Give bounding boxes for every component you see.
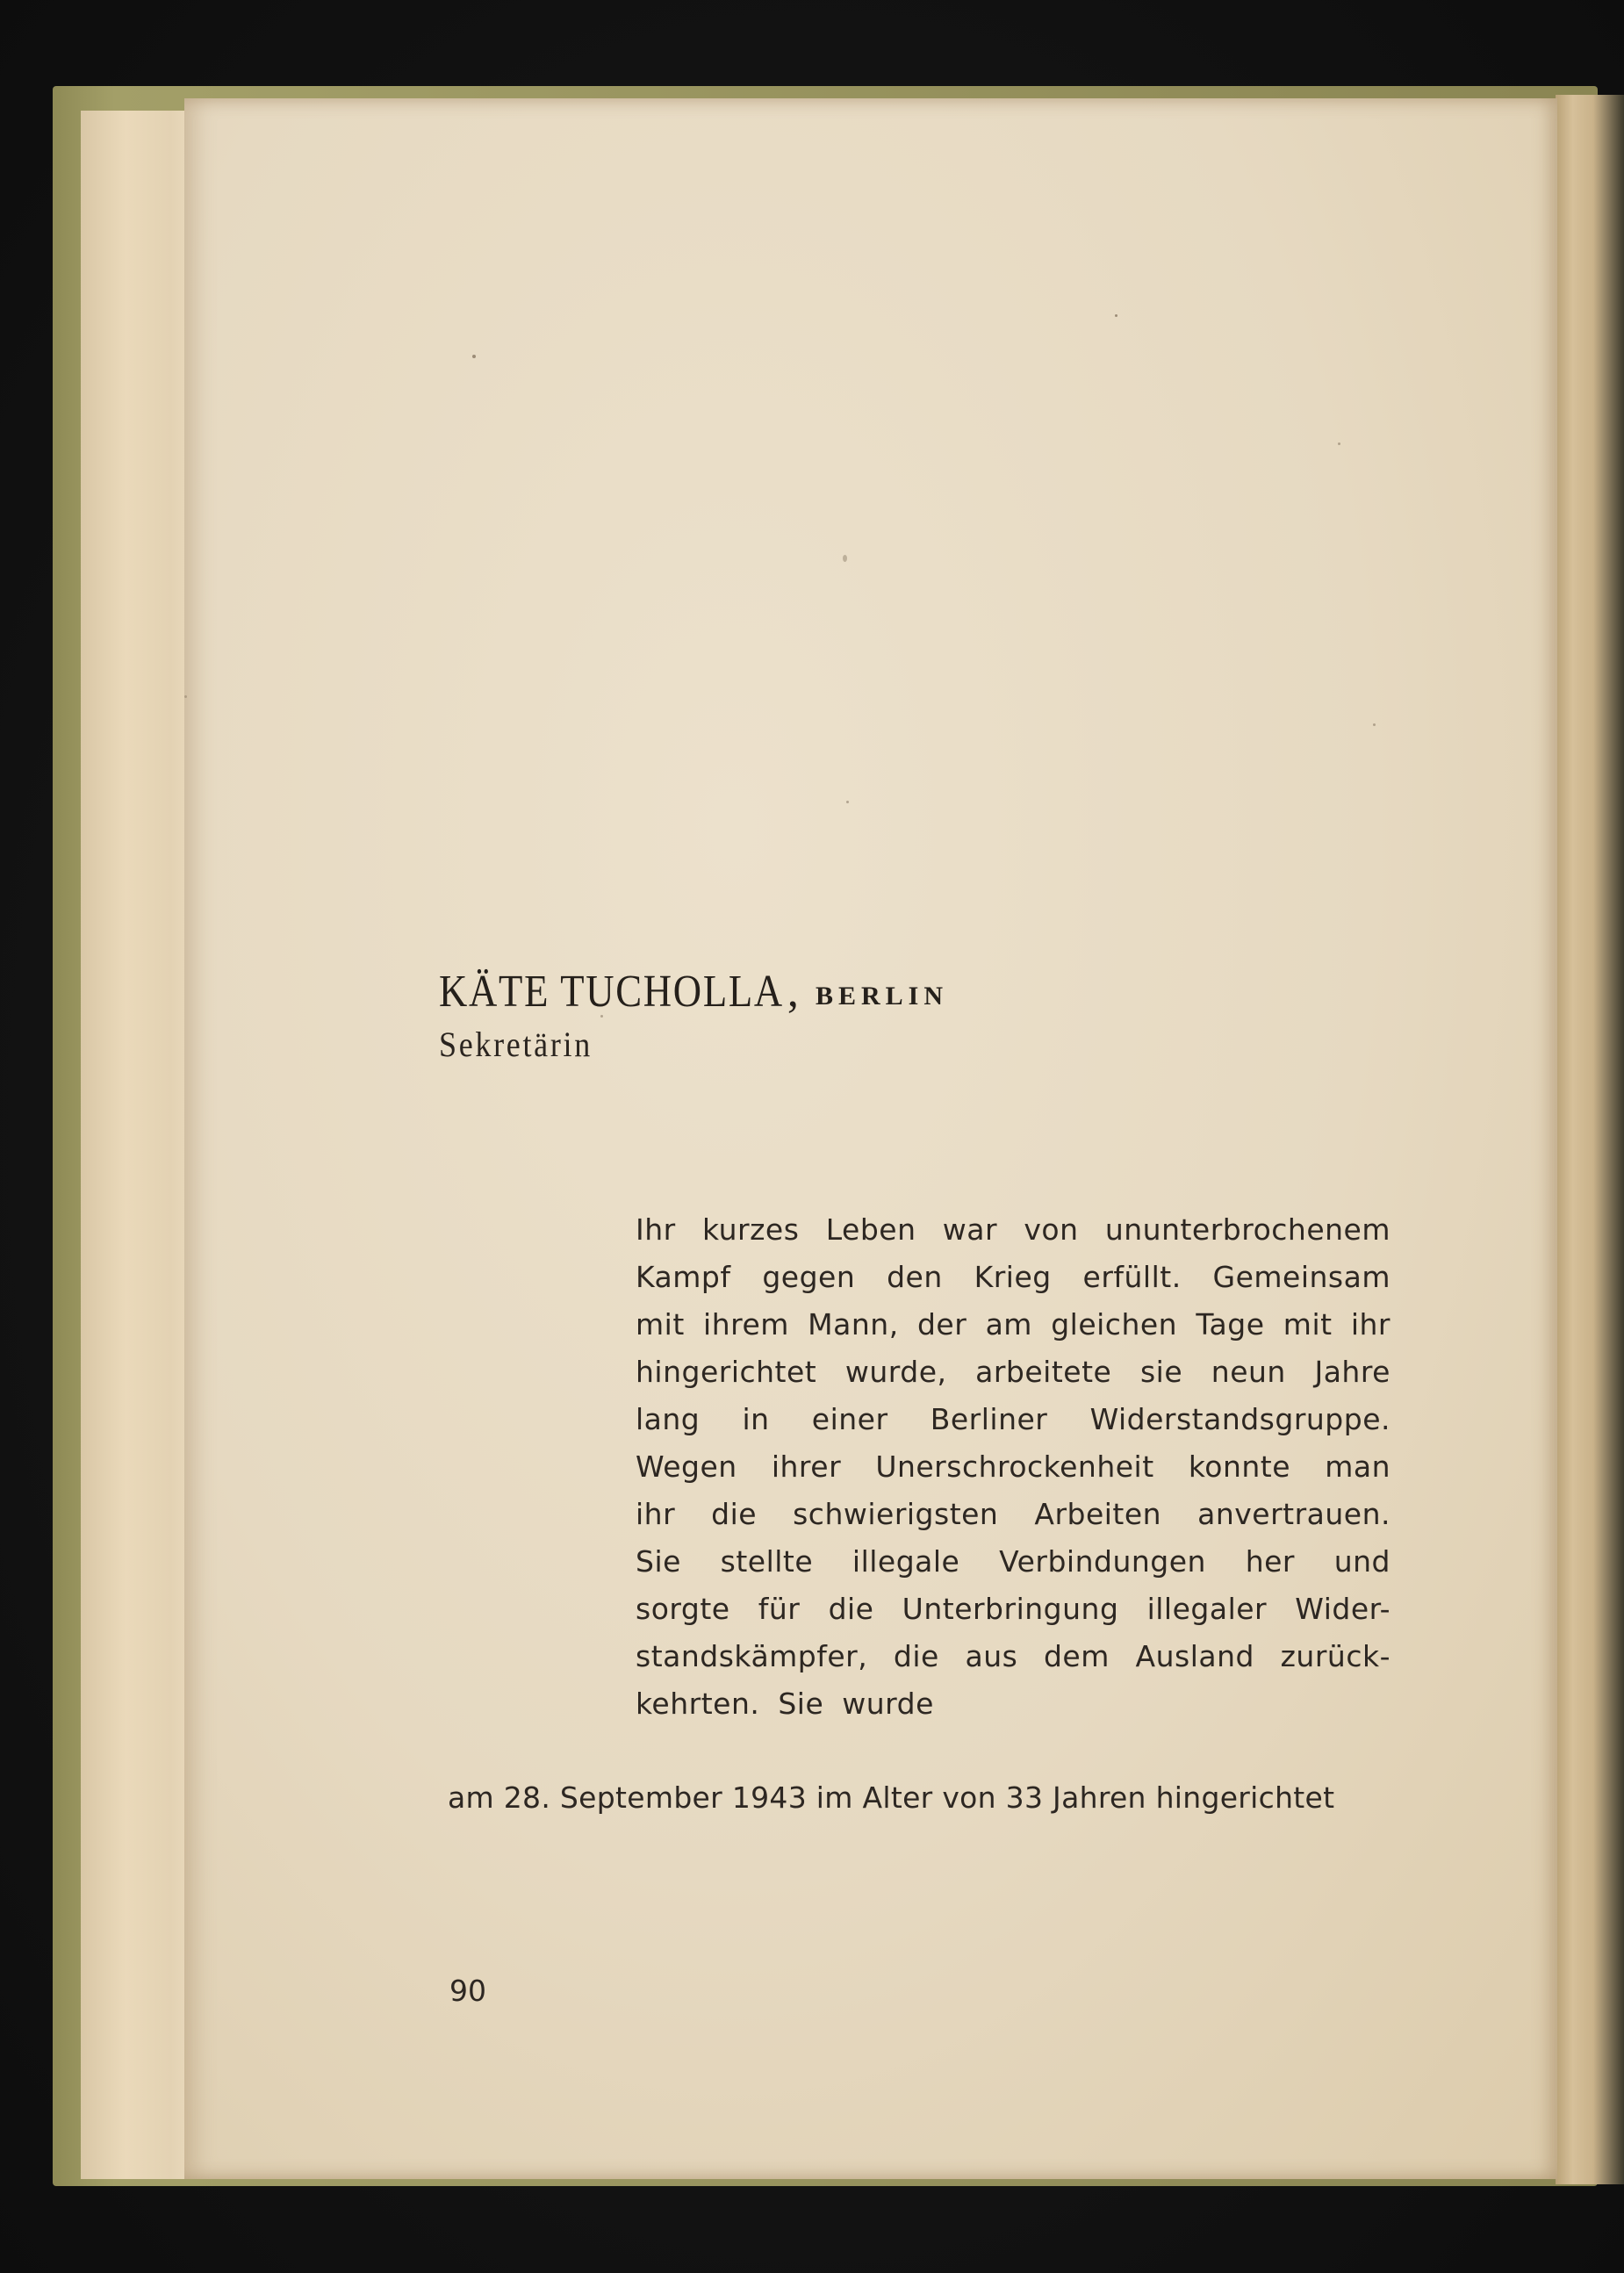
biography-line: ihr die schwierigsten Arbeiten anvertrauen.: [636, 1497, 1390, 1531]
biography-line: Ihr kurzes Leben war von ununterbrochenem: [636, 1212, 1390, 1247]
page-number: 90: [449, 1974, 486, 2008]
biography-line: Kampf gegen den Krieg erfüllt. Gemeinsam: [636, 1260, 1390, 1294]
biography-line: kehrten. Sie wurde: [636, 1687, 934, 1721]
biography-line: mit ihrem Mann, der am gleichen Tage mit ihr: [636, 1307, 1390, 1342]
biography-paragraph: [636, 1206, 1390, 1728]
book-page: [184, 98, 1557, 2179]
biography-line: standskämpfer, die aus dem Ausland zurück-: [636, 1639, 1390, 1673]
execution-statement: am 28. September 1943 im Alter von 33 Jahren hingerichtet: [448, 1780, 1335, 1815]
person-occupation: Sekretärin: [439, 1025, 593, 1064]
person-name: KÄTE TUCHOLLA: [439, 967, 784, 1017]
entry-heading: [439, 966, 948, 1018]
biography-line: Sie stellte illegale Verbindungen her und: [636, 1544, 1390, 1579]
person-city: BERLIN: [815, 982, 949, 1011]
biography-line: hingerichtet wurde, arbeitete sie neun Jahre: [636, 1355, 1390, 1389]
biography-line: Wegen ihrer Unerschrockenheit konnte man: [636, 1449, 1390, 1484]
facing-page-edge: [1556, 95, 1624, 2184]
heading-separator: ,: [787, 967, 799, 1017]
biography-line: lang in einer Berliner Widerstandsgruppe.: [636, 1402, 1390, 1436]
page-content: [184, 98, 1557, 2179]
biography-line: sorgte für die Unterbringung illegaler Wider-: [636, 1592, 1390, 1626]
